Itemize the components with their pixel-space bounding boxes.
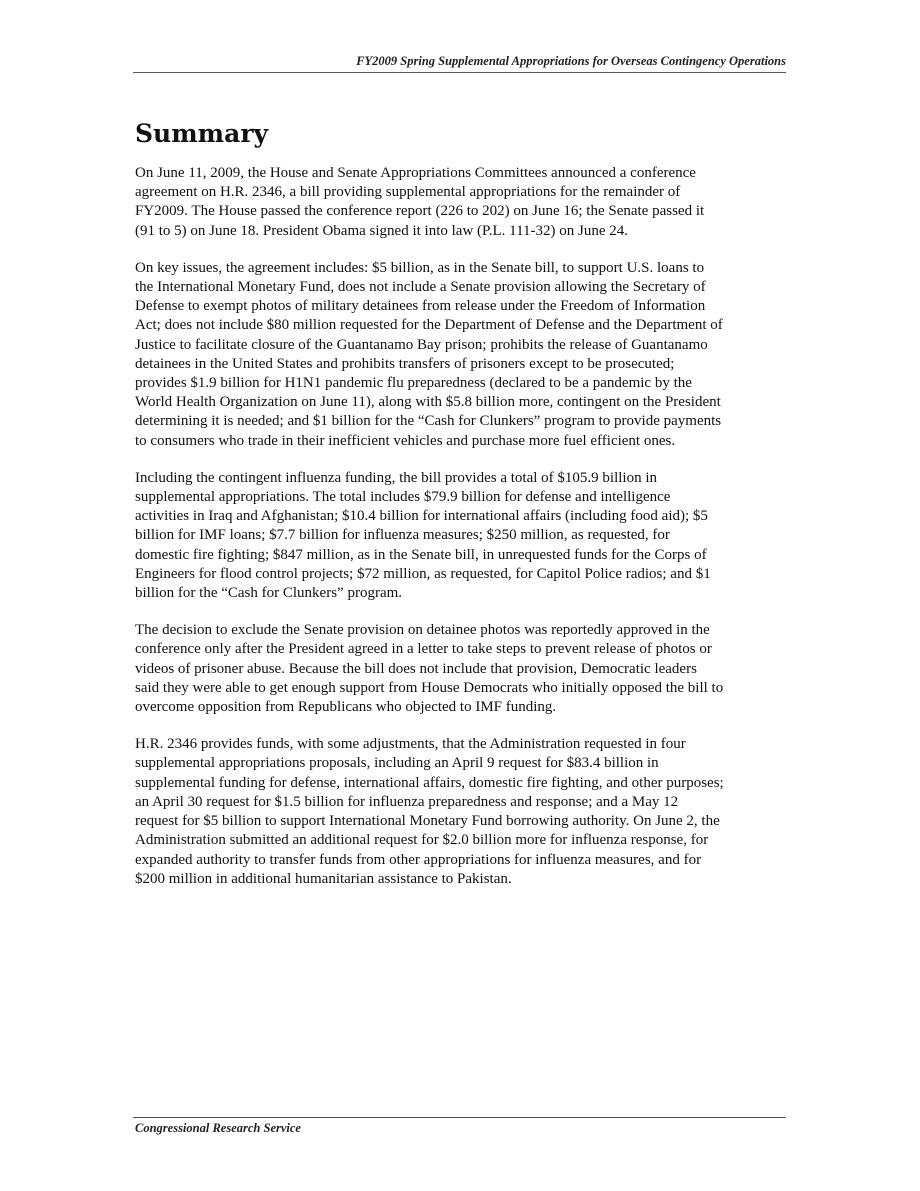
text-line: $200 million in additional humanitarian assistance to Pakistan. (135, 870, 512, 887)
text-line: the International Monetary Fund, does not include a Senate provision allowing the Secretary of (135, 279, 706, 296)
text-line: Engineers for flood control projects; $72 million, as requested, for Capitol Police radios; and $1 (135, 565, 711, 582)
text-line: supplemental appropriations. The total includes $79.9 billion for defense and intelligence (135, 489, 671, 506)
text-line: Including the contingent influenza funding, the bill provides a total of $105.9 billion in (135, 469, 657, 486)
text-line: an April 30 request for $1.5 billion for influenza preparedness and response; and a May 12 (135, 793, 679, 810)
text-line: overcome opposition from Republicans who objected to IMF funding. (135, 699, 557, 716)
text-line: FY2009. The House passed the conference report (226 to 202) on June 16; the Senate passed it (135, 203, 705, 220)
text-line: Administration submitted an additional request for $2.0 billion more for influenza response, for (135, 832, 709, 849)
text-line: to consumers who trade in their inefficient vehicles and purchase more fuel efficient ones. (135, 432, 676, 449)
text-line: said they were able to get enough support from House Democrats who initially opposed the bill to (135, 679, 724, 696)
paragraph-4 (135, 621, 790, 717)
header-divider (133, 72, 786, 73)
text-line: domestic fire fighting; $847 million, as in the Senate bill, in unrequested funds for the Corps of (135, 546, 707, 563)
text-line: Act; does not include $80 million requested for the Department of Defense and the Department of (135, 317, 723, 334)
text-line: On key issues, the agreement includes: $5 billion, as in the Senate bill, to support U.S. loans to (135, 259, 705, 276)
summary-body (135, 164, 790, 907)
paragraph-2 (135, 259, 790, 451)
text-line: detainees in the United States and prohibits transfers of prisoners except to be prosecuted; (135, 355, 675, 372)
footer-divider (133, 1117, 786, 1118)
text-line: The decision to exclude the Senate provision on detainee photos was reportedly approved in the (135, 622, 710, 639)
text-line: agreement on H.R. 2346, a bill providing supplemental appropriations for the remainder of (135, 184, 681, 201)
text-line: World Health Organization on June 11), along with $5.8 billion more, contingent on the President (135, 394, 721, 411)
text-line: activities in Iraq and Afghanistan; $10.4 billion for international affairs (including food aid); $5 (135, 508, 708, 525)
running-header-title: FY2009 Spring Supplemental Appropriations for Overseas Contingency Operations (356, 54, 786, 68)
text-line: expanded authority to transfer funds from other appropriations for influenza measures, and for (135, 851, 702, 868)
footer-source: Congressional Research Service (135, 1121, 301, 1135)
text-line: videos of prisoner abuse. Because the bill does not include that provision, Democratic leaders (135, 660, 697, 677)
text-line: billion for the “Cash for Clunkers” program. (135, 585, 403, 602)
paragraph-1 (135, 164, 790, 241)
text-line: request for $5 billion to support International Monetary Fund borrowing authority. On June 2, the (135, 813, 720, 830)
text-line: supplemental funding for defense, international affairs, domestic fire fighting, and other purposes; (135, 774, 724, 791)
text-line: On June 11, 2009, the House and Senate Appropriations Committees announced a conference (135, 165, 696, 181)
text-line: Justice to facilitate closure of the Guantanamo Bay prison; prohibits the release of Guantanamo (135, 336, 708, 353)
text-line: determining it is needed; and $1 billion for the “Cash for Clunkers” program to provide payments (135, 413, 722, 430)
paragraph-5 (135, 735, 790, 889)
paragraph-3 (135, 469, 790, 603)
text-line: Defense to exempt photos of military detainees from release under the Freedom of Information (135, 298, 706, 315)
text-line: (91 to 5) on June 18. President Obama signed it into law (P.L. 111-32) on June 24. (135, 222, 628, 239)
text-line: H.R. 2346 provides funds, with some adjustments, that the Administration requested in four (135, 736, 686, 753)
text-line: provides $1.9 billion for H1N1 pandemic flu preparedness (declared to be a pandemic by the (135, 375, 692, 392)
text-line: conference only after the President agreed in a letter to take steps to prevent release of photos or (135, 641, 712, 658)
section-heading: Summary (135, 119, 269, 148)
text-line: billion for IMF loans; $7.7 billion for influenza measures; $250 million, as requested, for (135, 527, 670, 544)
text-line: supplemental appropriations proposals, including an April 9 request for $83.4 billion in (135, 755, 659, 772)
